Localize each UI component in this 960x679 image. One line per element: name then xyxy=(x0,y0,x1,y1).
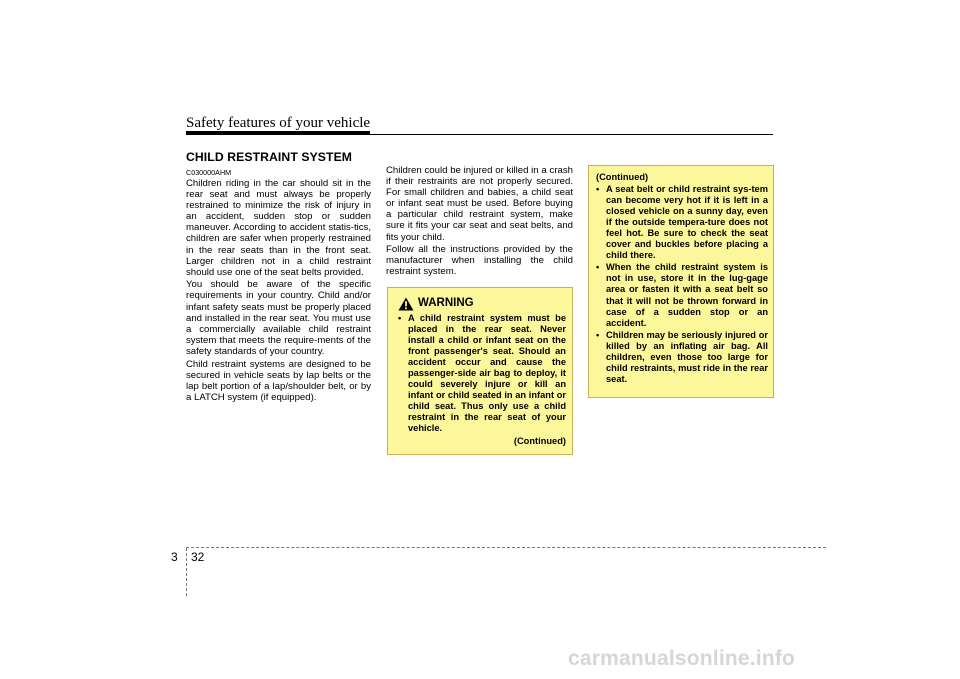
body-column-middle xyxy=(386,165,573,279)
header-tab-bar xyxy=(186,131,370,135)
warning-continuation-box xyxy=(588,165,774,398)
list-item: • When the child restraint system is not in use, store it in the lug-gage area or fasten it with a seat belt so that it will not be thrown forward in case of a sudden stop or an accident. xyxy=(596,262,768,328)
continuation-list xyxy=(596,184,768,385)
body-column-left xyxy=(186,178,371,404)
warning-triangle-icon xyxy=(398,297,414,311)
continuation-label: (Continued) xyxy=(596,172,649,182)
paragraph: Follow all the instructions provided by the manufacturer when installing the child restraint system. xyxy=(386,244,573,278)
list-item: • Children may be seriously injured or killed by an inflating air bag. All children, even those too large for child restraints, must ride in the rear seat. xyxy=(596,330,768,385)
warning-title-row xyxy=(398,297,566,311)
list-item: • A seat belt or child restraint sys-tem can become very hot if it is left in a closed vehicle on a sunny day, even if the outside tempera-ture does not feel hot. Be sure to check the seat cover and buckles before placing a child there. xyxy=(596,184,768,261)
section-code: C030000AHM xyxy=(186,168,232,177)
paragraph: You should be aware of the specific requirements in your country. Child and/or infant safety seats must be properly placed and installed in the rear seat. You must use a commercially available child restraint system that meets the require-ments of the safety standards of your country. xyxy=(186,279,371,357)
section-heading: CHILD RESTRAINT SYSTEM xyxy=(186,150,353,164)
footer-dashed-rule xyxy=(186,547,826,548)
warning-continued: (Continued) xyxy=(513,435,566,446)
page-header-title: Safety features of your vehicle xyxy=(186,115,371,131)
list-item: • A child restraint system must be placed in the rear seat. Never install a child or infant seat on the front passenger's seat. Should an accident occur and cause the passenger-side air bag to deploy, it could severely injure or kill an infant or child seated in an infant or child seat. Thus only use a child restraint in the rear seat of your vehicle. xyxy=(398,313,566,435)
paragraph: Children could be injured or killed in a crash if their restraints are not properly secured. For small children and babies, a child seat or infant seat must be used. Before buying a particular child restraint system, make sure it fits your car seat and seat belts, and fits your child. xyxy=(386,165,573,243)
warning-list xyxy=(398,313,566,435)
footer-vertical-dashed-rule xyxy=(186,548,187,596)
chapter-number: 3 xyxy=(171,550,178,564)
paragraph: Child restraint systems are designed to be secured in vehicle seats by lap belts or the lap belt portion of a lap/shoulder belt, or by a LATCH system (if equipped). xyxy=(186,358,371,403)
watermark: carmanualsonline.info xyxy=(568,647,796,670)
warning-box xyxy=(387,287,573,455)
page-number: 32 xyxy=(191,550,205,564)
paragraph: Children riding in the car should sit in the rear seat and must always be properly restrained to minimize the risk of injury in an accident, sudden stop or sudden maneuver. According to accident statis-tics, children are safer when properly restrained in the rear seats than in the front seat. Larger children not in a child restraint should use one of the seat belts provided. xyxy=(186,178,371,278)
header-rule xyxy=(370,134,773,135)
warning-title: WARNING xyxy=(418,297,474,310)
